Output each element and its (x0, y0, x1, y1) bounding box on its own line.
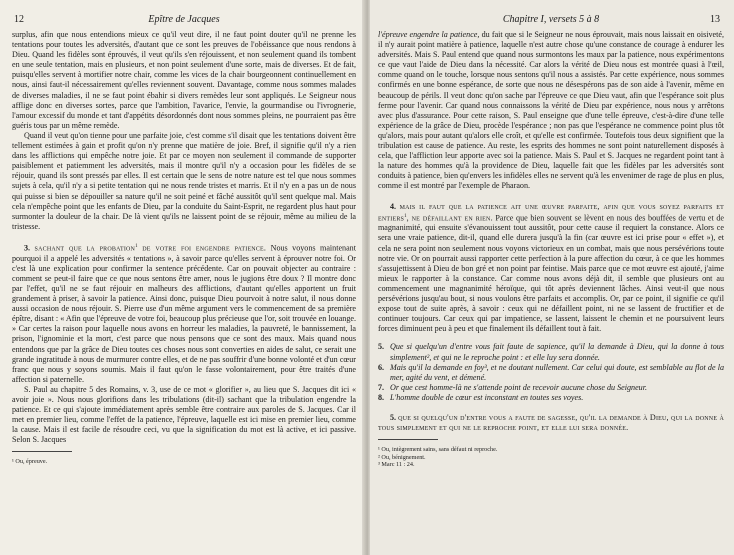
section-3 (12, 242, 356, 385)
left-running-head (12, 14, 356, 30)
verse-number: 8. (378, 392, 385, 402)
verse-text: Mais qu'il la demande en foy³, et ne doutant nullement. Car celui qui doute, est semblable au flot de la mer, agité du vent, et démené. (390, 362, 724, 382)
right-running-title: Chapitre I, versets 5 à 8 (502, 14, 600, 25)
verse-item (378, 342, 724, 362)
right-footnote-1: ¹ Ou, intègrement sains, sans défaut ni reproche. (378, 446, 498, 454)
verse-text: Que si quelqu'un d'entre vous fait faute de sapience, qu'il la demande à Dieu, qui la donne à tous simplement², et qui ne le reproche point : et elle luy sera donnée. (390, 342, 724, 362)
verse-item (378, 383, 724, 393)
section-3-heading-rest: de votre foi engendre patience. (137, 243, 267, 253)
right-running-head (378, 14, 724, 30)
section-4-text: Parce que bien souvent se lèvent en nous des bouffées de vertu et de magnanimité, qui ensuite s'évanouissent tout aussitôt, pour cette cause il requiert la constance. Alors ce sera une vraie patience, dit-il, quand elle durera jusqu'à la fin (car œuvre est ici prise pour « effet »), et cela ne sera point non seulement nous voyons victorieux en un combat, mais que nous persévérions toute notre vie. Or on pourrait aussi rapporter cette perfection à la pure affection du cœur, à ce que les hommes s'assujettissent à Dieu de bon gré et non point par feintise. Mais parce que ce mot œuvre est ajouté, j'aime mieux le rapporter à la constance. Car comme nous avons déjà dit, il semble que plusieurs ont au commencement une magnanimité héroïque, qui tôt après deviennent lâches. Ainsi veut-il que nous persévérions jusqu'au bout, si nous voulons être parfaits et accomplis. Or, par ce point, il signifie ce qu'il expose tout de suite après, à savoir : ceux qui ne défaillent point, ni ne se lassent de fructifier et de continuer toujours. Car ceux qui par impatience, se lassent, laissent le chemin et ne poursuivent leurs forces diminuent peu à peu et que finalement ils défaillent tout à fait. (378, 213, 724, 334)
section-4-heading: mais il faut que la patience ait une œuvre parfaite, afin que vous soyez parfaits et entiers (378, 201, 724, 223)
right-page (370, 0, 734, 555)
section-4-footnote-ref: 1 (404, 213, 407, 219)
section-5 (378, 413, 724, 433)
right-footnote-2: ² Ou, bénignement. (378, 453, 426, 461)
section-5-number: 5. (390, 412, 397, 422)
left-footnote: ¹ Ou, épreuve. (12, 458, 48, 466)
verse-text: Or que cest homme-là ne s'attende point de recevoir aucune chose du Seigneur. (390, 382, 647, 392)
section-3-heading: sachant que la probation (34, 243, 136, 253)
verse-number: 5. (378, 342, 385, 352)
left-footnote-rule (12, 451, 72, 452)
section-4-heading-rest: , ne défaillant en rien. (406, 213, 493, 223)
section-4-number: 4. (390, 201, 397, 211)
right-footnote-3: ³ Marc 11 : 24. (378, 461, 415, 469)
right-footnote-rule (378, 439, 438, 440)
section-3-footnote-ref: 1 (135, 243, 138, 249)
verse-text: L'homme double de cœur est inconstant en toutes ses voyes. (390, 392, 584, 402)
right-paragraph-1-text: du fait que si le Seigneur ne nous éprouvait, mais nous laissait en oisiveté, il n'y aurait point matière à patience, laquelle n'est autre chose qu'une constance de courage à endurer les adversités. Mais S. Paul entend que quand nous surmontons les maux par la patience, nous expérimentons ce que vaut l'aide de Dieu dans la nécessité. Car alors la vérité de Dieu nous est montrée quasi à l'œil, comme quand on le touche, lorsque nous sentons qu'il nous a assistés. Par cette expérience, nous sommes confirmés en une bonne espérance, de sorte que nous ne désespérons pas de son aide à l'avenir, même en beaucoup de périls. Il veut donc qu'on sache par l'épreuve ce que Dieu vaut, afin que l'espérance soit plus ferme pour l'avenir. Car quand nous connaissons la vérité de Dieu par expérience, nous nous y arrêtons avec plus d'assurance. Pour cette raison, S. Paul enseigne que d'une telle épreuve, c'est-à-dire d'une telle expérience de la grâce de Dieu, procède l'espérance ; non pas que l'espérance ne commence point plus tôt qu'alors, mais pour autant qu'alors elle croît, et qu'elle est confirmée. Toutefois tous deux signifient que la tribulation est cause de patience. Au reste, les esprits des hommes ne sont point naturellement disposés à cela, que l'affliction leur apporte avec soi la patience. Mais S. Paul et S. Jacques ne regardent point tant à la nature des hommes qu'à la providence de Dieu, laquelle fait que les fidèles par les adversités sont conduits à patience, bien qu'envers les infidèles elles ne servent qu'à les envenimer de rage de plus en plus, comme il est montré par l'exemple de Pharaon. (378, 30, 724, 191)
verse-list (378, 342, 724, 403)
left-paragraph-4: S. Paul au chapitre 5 des Romains, v. 3, use de ce mot « glorifier », au lieu que S. Jacques dit ici « avoir joie ». Nous nous glorifions dans les tribulations (dit-il) sachant que la tribulation engendre la patience. Et ce qui s'ajoute immédiatement après semble être contraire aux paroles de S. Jacques. Car il met en premier lieu, comme l'effet de la patience, l'épreuve, laquelle est ici mise en premier lieu, comme la cause. Mais il est facile de résoudre ceci, vu que la signification du mot est là active, et ici passive. Selon S. Jacques (12, 384, 356, 445)
section-3-number: 3. (24, 243, 31, 253)
verse-item (378, 363, 724, 383)
left-page-number: 12 (14, 14, 24, 25)
right-paragraph-1 (378, 30, 724, 192)
left-paragraph-1: surplus, afin que nous entendions mieux ce qu'il veut dire, il ne faut point douter qu'il ne prenne les tentations pour toutes les adversités, d'autant que ce sont les preuves de l'obéissance que nous rendons à Dieu. Quand les fidèles sont éprouvés, il veut qu'ils s'en réjouissent, et non seulement quand ils tombent en une seule tentation, mais en plusieurs, et non point seulement d'une sorte, mais de diverses. Et de fait, puisqu'elles servent à mortifier notre chair, comme les vices de la chair bourgeonnent continuellement en nous, ainsi faut-il nécessairement qu'elles reviennent souvent. Davantage, comme nous sommes malades de diverses maladies, il ne se faut point ébahir si divers remèdes leur sont appliqués. Le Seigneur nous afflige donc en diverses sortes, parce que l'ambition, l'avarice, l'envie, la gourmandise ou l'ivrognerie, l'amour excessif du monde et tant d'appétits désordonnés dont nous sommes pleins, ne pourraient pas être guéris tous par un même remède. (12, 30, 356, 130)
left-page (0, 0, 366, 555)
verse-number: 6. (378, 362, 385, 372)
left-running-title: Epître de Jacques (148, 14, 220, 25)
section-3-text: Nous voyons maintenant pourquoi il a appelé les adversités « tentations », à savoir parce qu'elles servent à éprouver notre foi. Or c'est là une explication pour confirmer la sentence précédente. Car on pouvait objecter au contraire : comment se peut-il faire que ce que nous sentons être amer, nous le jugions être doux ? Il montre donc par l'effet, qu'il ne se faut réjouir en malheurs des afflictions, d'autant qu'elles apportent un fruit grandement à priser, à savoir la patience. Ainsi donc, puisque Dieu pourvoit à notre salut, il nous donne aussi occasion de nous réjouir. S. Pierre use d'un même argument vers le commencement de sa première épître, disant : « Afin que l'épreuve de votre foi, beaucoup plus précieuse que l'or, soit trouvée en louange. » Car certes la raison pour laquelle nous avons en horreur les maladies, la pauvreté, le bannissement, la prison, l'ignominie et la mort, c'est parce que nous pensons que ce sont des maux. Mais quand nous entendons que par la grâce de Dieu toutes ces choses nous sont converties en aides de salut, ce serait une grande ingratitude à nous de murmurer contre elles, et de ne pas souffrir d'une bonne volonté et d'un cœur franc que nous y soyons soumis. Mais il faut qu'on le fasse volontairement, pour être traités d'une affection si paternelle. (12, 243, 356, 384)
right-page-number: 13 (710, 14, 720, 25)
section-4 (378, 202, 724, 335)
verse-item (378, 393, 724, 403)
section-5-heading: que si quelqu'un d'entre vous a faute de sagesse, qu'il la demande à Dieu, qui la donne à tous simplement et qui ne le reproche point, et elle lui sera donnée. (378, 412, 724, 433)
verse-number: 7. (378, 382, 385, 392)
left-paragraph-2: Quand il veut qu'on tienne pour une parfaite joie, c'est comme s'il disait que les tentations doivent être tellement estimées à gain et profit qu'on n'y prenne que matière de joie. Bref, il signifie qu'il n'y a rien dans les afflictions qui empêche notre joie. Et par ce moyen non seulement il commande de supporter paisiblement et patiemment les adversités, mais il montre qu'il n'y a occasion pour les fidèles de se réjouir, quand ils sont pressés par elles. Il est certain que le sens de notre nature est tel que nous sommes sujets à cela, qu'il n'y a si petite tentation qui ne nous rende tristes et marris. Et il n'y en a pas un de nous qui puisse si bien se dépouiller sa nature qu'il ne soit peiné et fâché aussitôt qu'il sent quelque mal. Mais cela n'empêche point que les enfants de Dieu, par la conduite du Saint-Esprit, ne regardent plus haut pour surmonter la douleur de la chair. De là vient qu'ils ne laissent point de se réjouir, même au milieu de la tristesse. (12, 130, 356, 231)
right-paragraph-1-italic: l'épreuve engendre la patience, (378, 30, 480, 39)
